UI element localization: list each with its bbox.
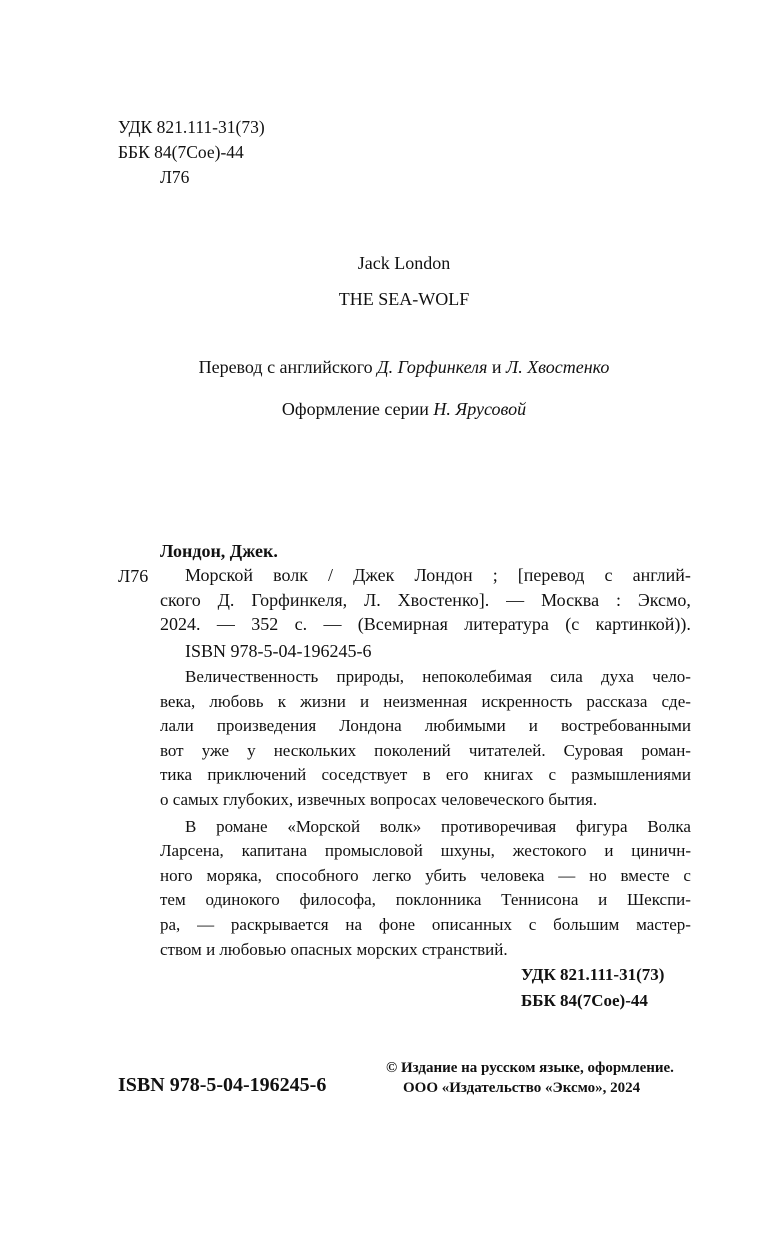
word: ра, xyxy=(160,914,181,934)
word: Л. xyxy=(364,589,381,610)
copyright-line-1: © Издание на русском языке, оформление. xyxy=(386,1060,674,1076)
word: Шекспи- xyxy=(627,890,691,910)
bottom-bbk: ББК 84(7Сое)-44 xyxy=(521,991,648,1010)
word: большим xyxy=(553,914,620,934)
annotation-line xyxy=(160,864,691,889)
word: лали xyxy=(160,716,194,736)
original-author: Jack London xyxy=(357,253,451,273)
word: ; xyxy=(492,565,498,585)
bibliography-isbn: ISBN 978-5-04-196245-6 xyxy=(185,640,372,661)
word: поколений xyxy=(374,740,451,760)
word: — xyxy=(216,614,235,634)
word: востребованными xyxy=(560,716,691,736)
word: чело- xyxy=(652,667,691,686)
word: тика xyxy=(160,765,193,785)
bibliography-line xyxy=(160,588,691,613)
annotation-line xyxy=(160,763,691,788)
word: роман- xyxy=(641,740,691,760)
word: размышлениями xyxy=(571,765,691,785)
bottom-udk: УДК 821.111-31(73) xyxy=(521,965,665,984)
word: поклонника xyxy=(395,890,482,910)
word: — xyxy=(323,614,342,634)
word: природы, xyxy=(336,667,405,686)
annotation-paragraph-2 xyxy=(160,815,691,963)
word: мастер- xyxy=(636,914,691,934)
word: уже xyxy=(201,740,230,760)
word: В xyxy=(185,816,197,836)
word: жестокого xyxy=(512,841,587,861)
annotation-line xyxy=(160,739,691,764)
word: у xyxy=(247,740,256,760)
author-mark: Л76 xyxy=(160,167,190,187)
annotation-line xyxy=(160,913,691,938)
word: волк» xyxy=(379,816,422,836)
word: фигура xyxy=(575,816,628,836)
annotation-paragraph-1 xyxy=(160,665,691,813)
word: «Морской xyxy=(287,816,361,836)
word: к xyxy=(277,691,286,711)
annotation-line xyxy=(160,690,691,715)
word: философа, xyxy=(299,890,376,910)
word: раскрывается xyxy=(230,914,329,934)
word: романе xyxy=(216,816,268,836)
word: ского xyxy=(160,589,201,610)
word: Теннисона xyxy=(501,890,579,910)
word: 2024. xyxy=(160,614,201,634)
word: но xyxy=(589,865,607,885)
word: Москва xyxy=(541,589,600,610)
word: с xyxy=(604,565,613,585)
word: человека xyxy=(480,865,545,885)
word: читателей. xyxy=(468,740,546,760)
bbk-code: ББК 84(7Сое)-44 xyxy=(118,142,244,162)
word: и xyxy=(598,890,608,910)
design-prefix: Оформление серии xyxy=(281,399,434,419)
bottom-codes xyxy=(521,962,664,1014)
word: литература xyxy=(464,614,549,634)
word: вот xyxy=(160,740,184,760)
word: капитана xyxy=(241,841,307,861)
word: тем xyxy=(160,890,186,910)
word: жизни xyxy=(300,691,346,711)
annotation-line xyxy=(160,815,691,840)
original-title: THE SEA-WOLF xyxy=(338,289,470,309)
word: — xyxy=(558,865,576,885)
word: и xyxy=(604,841,614,861)
word: — xyxy=(197,914,215,934)
word: неизменная xyxy=(383,691,468,711)
word: духа xyxy=(601,667,634,686)
word: нескольких xyxy=(273,740,357,760)
word: Величественность xyxy=(185,667,319,686)
word: (с xyxy=(565,614,580,634)
word: любимыми xyxy=(424,716,506,736)
word: моряка, xyxy=(206,865,262,885)
word: любовь xyxy=(209,691,264,711)
word: непоколебимая xyxy=(422,667,532,686)
annotation-line xyxy=(160,665,691,690)
bibliography-line xyxy=(160,563,691,588)
annotation-line xyxy=(160,938,691,963)
word: искренность xyxy=(481,691,573,711)
word: Суровая xyxy=(563,740,624,760)
word: 352 xyxy=(251,614,279,634)
word: Ларсена, xyxy=(160,841,224,861)
translation-and: и xyxy=(487,357,506,377)
word: приключений xyxy=(207,765,307,785)
word: англий- xyxy=(632,565,691,585)
word: Д. xyxy=(217,589,235,610)
word: Горфинкеля, xyxy=(251,589,348,610)
word: соседствует xyxy=(321,765,408,785)
word: на xyxy=(345,914,363,934)
isbn-main: ISBN 978-5-04-196245-6 xyxy=(118,1074,327,1096)
translation-prefix: Перевод с английского xyxy=(198,357,378,377)
copyright-line-2: ООО «Издательство «Эксмо», 2024 xyxy=(403,1080,641,1096)
copyright-notice xyxy=(386,1058,674,1098)
word: циничн- xyxy=(631,841,691,861)
translator-1: Д. Горфинкеля xyxy=(377,357,488,377)
word: [перевод xyxy=(517,565,585,585)
word: и xyxy=(360,691,370,711)
word: способного xyxy=(275,865,359,885)
word: века, xyxy=(160,691,196,711)
word: рассказа xyxy=(586,691,648,711)
word: книгах xyxy=(483,765,534,785)
translation-credit xyxy=(20,357,768,378)
word: (Всемирная xyxy=(357,614,448,634)
word: промысловой xyxy=(324,841,423,861)
word: шхуны, xyxy=(440,841,495,861)
word: с xyxy=(548,765,557,785)
word: сила xyxy=(550,667,583,686)
word: описанных xyxy=(431,914,512,934)
bibliography-heading: Лондон, Джек. xyxy=(160,541,278,561)
word: Морской xyxy=(185,565,254,585)
annotation-line xyxy=(160,714,691,739)
word: ного xyxy=(160,865,193,885)
word: сде- xyxy=(661,691,691,711)
word: с xyxy=(528,914,537,934)
word: Джек xyxy=(353,565,395,585)
word: Лондона xyxy=(339,716,402,736)
annotation-line xyxy=(160,839,691,864)
annotation-line xyxy=(160,888,691,913)
annotation xyxy=(160,665,691,962)
word: противоречивая xyxy=(440,816,557,836)
bibliography-record xyxy=(160,563,691,663)
word: легко xyxy=(372,865,412,885)
word: ством и любовью опасных морских странствий. xyxy=(160,939,508,959)
word: фоне xyxy=(378,914,416,934)
designer: Н. Ярусовой xyxy=(433,399,527,419)
word: волк xyxy=(273,565,308,585)
word: произведения xyxy=(216,716,317,736)
word: убить xyxy=(425,865,467,885)
word: Эксмо, xyxy=(637,589,691,610)
word: о самых глубоких, извечных вопросах человеческого бытия. xyxy=(160,789,598,809)
word: — xyxy=(506,589,525,610)
word: и xyxy=(528,716,538,736)
word: Волка xyxy=(647,816,691,836)
annotation-line xyxy=(160,788,691,813)
translator-2: Л. Хвостенко xyxy=(506,357,610,377)
word: картинкой)). xyxy=(595,614,691,634)
word: в xyxy=(422,765,431,785)
bibliography-code: Л76 xyxy=(118,566,149,586)
word: Хвостенко]. xyxy=(397,589,490,610)
bibliography-line xyxy=(160,612,691,637)
word: с xyxy=(683,865,691,885)
word: / xyxy=(328,565,334,585)
classification-codes xyxy=(118,115,265,190)
udk-code: УДК 821.111-31(73) xyxy=(118,117,265,137)
word: Лондон xyxy=(414,565,473,585)
word: вместе xyxy=(620,865,670,885)
word: его xyxy=(445,765,469,785)
word: с. xyxy=(294,614,308,634)
word: одинокого xyxy=(205,890,280,910)
word: : xyxy=(615,589,621,610)
series-design-credit xyxy=(20,399,768,420)
